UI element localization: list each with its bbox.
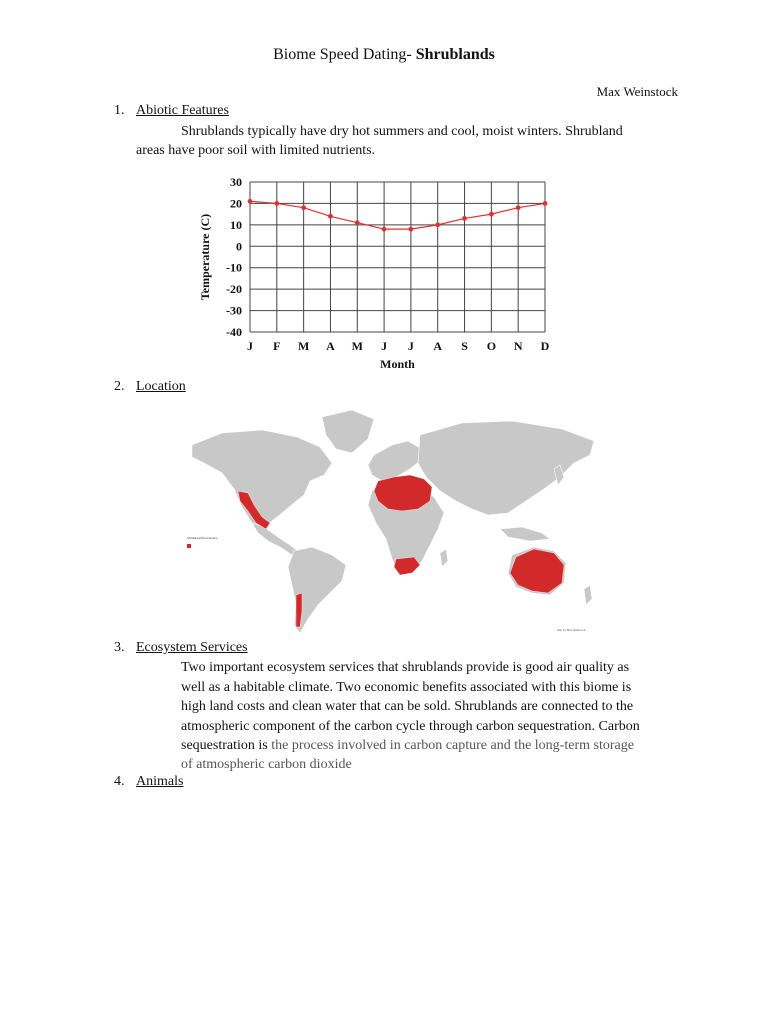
- europe-shape: [368, 441, 422, 481]
- section-3-text-line2: well as a habitable climate. Two economic benefits associated with this biome is: [181, 680, 632, 695]
- temperature-point: [355, 220, 360, 225]
- x-tick-label: D: [540, 339, 550, 353]
- y-tick-label: -30: [226, 303, 242, 318]
- y-tick-label: 0: [236, 239, 242, 254]
- section-1-text-line1: Shrublands typically have dry hot summers and cool, moist winters. Shrubland: [181, 124, 623, 139]
- section-2-heading: [114, 379, 186, 395]
- x-axis-label: Month: [380, 357, 415, 371]
- asia-shape: [418, 421, 594, 515]
- temperature-point: [248, 199, 253, 204]
- temperature-point: [543, 201, 548, 206]
- temperature-point: [274, 201, 279, 206]
- section-number: 3.: [114, 640, 125, 655]
- temperature-point: [301, 205, 306, 210]
- section-1-text-line2: areas have poor soil with limited nutrients.: [136, 143, 376, 158]
- indonesia-shape: [500, 527, 550, 541]
- section-4-heading: [114, 774, 183, 790]
- line5-part-b: the process involved in carbon capture and the long-term storage: [271, 738, 634, 753]
- section-title: Abiotic Features: [136, 103, 229, 118]
- author-name: Max Weinstock: [596, 84, 678, 99]
- temperature-point: [328, 214, 333, 219]
- section-3-text-line5: [181, 736, 634, 756]
- temperature-point: [435, 222, 440, 227]
- temperature-point: [409, 227, 414, 232]
- legend-swatch: [187, 544, 191, 548]
- section-number: 4.: [114, 774, 125, 789]
- land-masses: [192, 410, 594, 633]
- map-credit: map by Max Weinstock: [557, 628, 586, 632]
- greenland-shape: [322, 410, 374, 453]
- y-tick-label: -40: [226, 325, 242, 339]
- temperature-chart: [195, 172, 555, 372]
- section-3-heading: [114, 640, 248, 656]
- x-tick-label: O: [486, 339, 497, 353]
- section-3-text-line4: atmospheric component of the carbon cycle through carbon sequestration. Carbon: [181, 719, 640, 734]
- x-tick-label: J: [407, 339, 414, 353]
- x-tick-label: A: [326, 339, 335, 353]
- x-tick-label: F: [273, 339, 281, 353]
- x-tick-label: J: [247, 339, 253, 353]
- x-tick-label: A: [433, 339, 443, 353]
- section-title: Ecosystem Services: [136, 640, 248, 655]
- section-3-text-line6: of atmospheric carbon dioxide: [181, 757, 352, 772]
- section-3-text-line3: high land costs and clean water that can be sold. Shrublands are connected to the: [181, 699, 634, 714]
- section-3-text-line1: Two important ecosystem services that shrublands provide is good air quality as: [181, 660, 630, 675]
- line5-part-a: sequestration is: [181, 738, 272, 753]
- y-tick-label: 10: [230, 217, 242, 232]
- page-title: [0, 46, 768, 64]
- temperature-point: [462, 216, 467, 221]
- x-tick-label: J: [381, 339, 388, 353]
- central-america-shape: [252, 523, 298, 555]
- temperature-point: [382, 227, 387, 232]
- y-tick-label: -20: [226, 282, 242, 297]
- title-bold: Shrublands: [415, 46, 495, 63]
- section-1-heading: [114, 103, 229, 119]
- y-tick-label: 20: [230, 196, 242, 211]
- section-title: Animals: [136, 774, 184, 789]
- section-number: 1.: [114, 103, 125, 118]
- y-tick-label: -10: [226, 260, 242, 275]
- x-tick-label: M: [297, 339, 310, 353]
- y-tick-label: 30: [230, 175, 242, 189]
- x-tick-label: S: [461, 339, 468, 353]
- y-axis-label: Temperature (C): [198, 213, 212, 301]
- x-tick-label: N: [513, 339, 523, 353]
- world-map: [182, 405, 602, 637]
- section-title: Location: [136, 379, 186, 394]
- temperature-point: [489, 212, 494, 217]
- madagascar-shape: [440, 549, 448, 567]
- temperature-point: [516, 205, 521, 210]
- x-tick-label: M: [351, 339, 363, 353]
- north-america-shape: [192, 430, 332, 529]
- south-africa-shrubland: [394, 557, 420, 575]
- map-legend-label: Shrubland Prevalence: [187, 536, 218, 540]
- title-prefix: Biome Speed Dating-: [273, 46, 416, 63]
- new-zealand-shape: [584, 585, 592, 605]
- section-number: 2.: [114, 379, 125, 394]
